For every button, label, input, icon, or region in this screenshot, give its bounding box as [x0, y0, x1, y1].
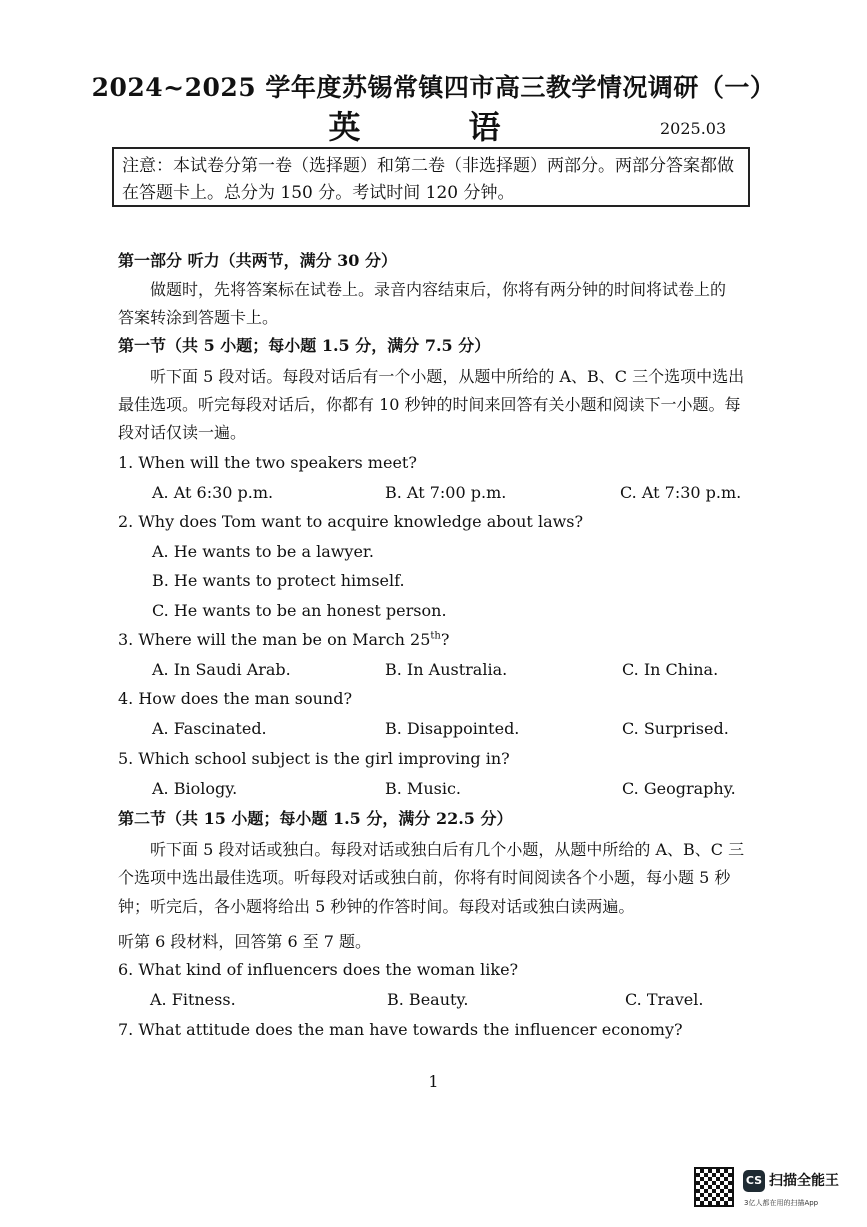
question-4-option-b: B. Disappointed.: [385, 719, 520, 738]
exam-title: 2024~2025 学年度苏锡常镇四市高三教学情况调研（一）: [91, 73, 776, 102]
question-3-superscript: th: [430, 630, 441, 642]
question-3-stem: [118, 630, 449, 649]
question-3-stem-end: ?: [440, 630, 450, 649]
question-2-option-a: A. He wants to be a lawyer.: [152, 542, 374, 561]
camscanner-tagline: 3亿人都在用的扫描App: [744, 1199, 819, 1207]
section1-instr-line2: 最佳选项。听完每段对话后，你都有 10 秒钟的时间来回答有关小题和阅读下一小题。每: [118, 395, 741, 414]
part1-heading: 第一部分 听力（共两节，满分 30 分）: [118, 251, 397, 270]
question-5-option-c: C. Geography.: [622, 779, 736, 798]
subject-title: 英 语: [328, 108, 539, 146]
question-4-option-c: C. Surprised.: [622, 719, 729, 738]
question-2-stem: 2. Why does Tom want to acquire knowledge about laws?: [118, 512, 584, 531]
question-6-stem: 6. What kind of influencers does the woman like?: [118, 960, 519, 979]
question-1-option-b: B. At 7:00 p.m.: [385, 483, 507, 502]
question-2-option-b: B. He wants to protect himself.: [152, 571, 405, 590]
section1-instr-line3: 段对话仅读一遍。: [118, 423, 247, 442]
camscanner-app-name: 扫描全能王: [769, 1173, 839, 1189]
question-1-stem: 1. When will the two speakers meet?: [118, 453, 417, 472]
question-3-option-b: B. In Australia.: [385, 660, 508, 679]
question-6-option-b: B. Beauty.: [387, 990, 469, 1009]
section2-instr-line3: 钟；听完后，各小题将给出 5 秒钟的作答时间。每段对话或独白读两遍。: [118, 897, 635, 916]
section1-heading: 第一节（共 5 小题；每小题 1.5 分，满分 7.5 分）: [118, 336, 491, 355]
question-4-option-a: A. Fascinated.: [152, 719, 267, 738]
qr-code-icon: [694, 1167, 734, 1207]
material-6-note: 听第 6 段材料，回答第 6 至 7 题。: [118, 932, 372, 951]
question-5-option-b: B. Music.: [385, 779, 461, 798]
section1-instr-line1: 听下面 5 段对话。每段对话后有一个小题，从题中所给的 A、B、C 三个选项中选出: [150, 367, 745, 386]
part1-intro-line1: 做题时，先将答案标在试卷上。录音内容结束后，你将有两分钟的时间将试卷上的: [150, 280, 727, 299]
question-3-stem-text: 3. Where will the man be on March 25: [118, 630, 431, 649]
part1-intro-line2: 答案转涂到答题卡上。: [118, 308, 279, 327]
question-2-option-c: C. He wants to be an honest person.: [152, 601, 447, 620]
question-5-option-a: A. Biology.: [152, 779, 238, 798]
question-3-option-c: C. In China.: [622, 660, 719, 679]
section2-instr-line1: 听下面 5 段对话或独白。每段对话或独白后有几个小题，从题中所给的 A、B、C 三: [150, 840, 745, 859]
question-6-option-a: A. Fitness.: [150, 990, 236, 1009]
question-7-stem: 7. What attitude does the man have towards the influencer economy?: [118, 1020, 683, 1039]
section2-heading: 第二节（共 15 小题；每小题 1.5 分，满分 22.5 分）: [118, 809, 513, 828]
question-1-option-c: C. At 7:30 p.m.: [620, 483, 742, 502]
question-6-option-c: C. Travel.: [625, 990, 704, 1009]
section2-instr-line2: 个选项中选出最佳选项。听每段对话或独白前，你将有时间阅读各个小题，每小题 5 秒: [118, 868, 731, 887]
page-number: 1: [428, 1072, 439, 1091]
question-5-stem: 5. Which school subject is the girl improving in?: [118, 749, 510, 768]
notice-box: 注意：本试卷分第一卷（选择题）和第二卷（非选择题）两部分。两部分答案都做在答题卡上。总分为 150 分。考试时间 120 分钟。: [112, 147, 750, 207]
question-4-stem: 4. How does the man sound?: [118, 689, 353, 708]
question-3-option-a: A. In Saudi Arab.: [152, 660, 291, 679]
camscanner-logo-icon: CS: [743, 1170, 765, 1192]
question-1-option-a: A. At 6:30 p.m.: [152, 483, 274, 502]
exam-date: 2025.03: [660, 119, 727, 138]
